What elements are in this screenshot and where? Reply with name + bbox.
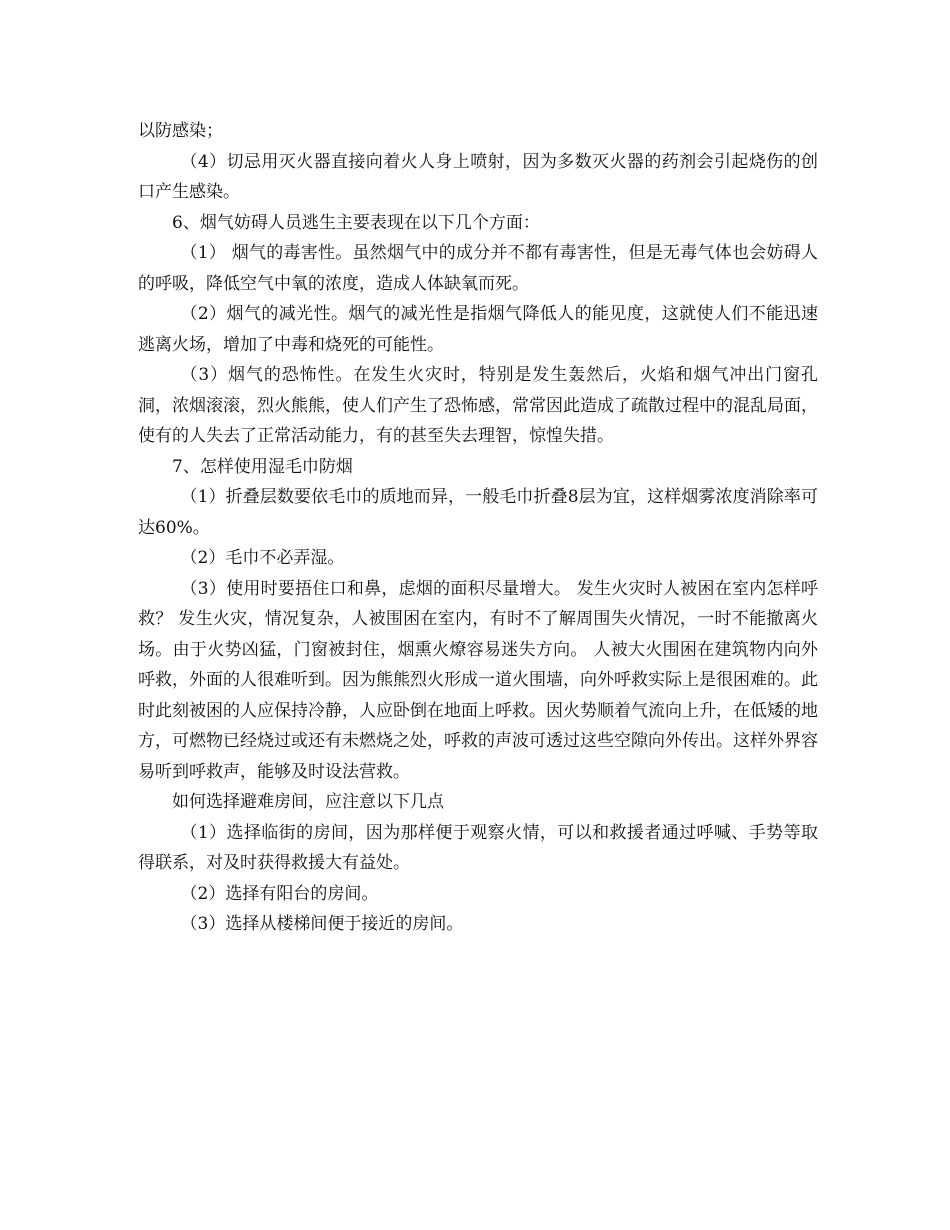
paragraph-balcony-room: （2）选择有阳台的房间。 <box>180 883 379 904</box>
paragraph-street-facing-room: （1）选择临街的房间，因为那样便于观察火情，可以和救援者通过呼喊、手势等取得联系，对及时获得救援大有益处。 <box>138 822 818 873</box>
paragraph-smoke-light-reduction: （2）烟气的减光性。烟气的减光性是指烟气降低人的能见度，这就使人们不能迅速逃离火场，增加了中毒和烧死的可能性。 <box>138 304 818 355</box>
paragraph-towel-folding: （1）折叠层数要依毛巾的质地而异，一般毛巾折叠8层为宜，这样烟雾浓度消除率可达60%。 <box>138 487 818 538</box>
section-heading-smoke-hazards: 6、烟气妨碍人员逃生主要表现在以下几个方面： <box>172 212 540 233</box>
paragraph-smoke-toxicity: （1） 烟气的毒害性。虽然烟气中的成分并不都有毒害性，但是无毒气体也会妨碍人的呼吸，降低空气中氧的浓度，造成人体缺氧而死。 <box>138 243 818 294</box>
document-body <box>138 116 818 940</box>
section-heading-wet-towel: 7、怎样使用湿毛巾防烟 <box>172 456 353 477</box>
paragraph-stairwell-room: （3）选择从楼梯间便于接近的房间。 <box>180 914 464 934</box>
paragraph-towel-wetting: （2）毛巾不必弄湿。 <box>180 548 345 568</box>
section-heading-refuge-room: 如何选择避难房间，应注意以下几点 <box>172 792 444 812</box>
paragraph-extinguisher-warning: （4）切忌用灭火器直接向着火人身上喷射，因为多数灭火器的药剂会引起烧伤的创口产生感染。 <box>138 151 818 202</box>
paragraph-calling-for-help: （3）使用时要捂住口和鼻，虑烟的面积尽量增大。 发生火灾时人被困在室内怎样呼救？ 发生火灾，情况复杂，人被围困在室内，有时不了解周围失火情况，一时不能撤离火场。由于火势凶猛，门窗被封住，烟熏火燎容易迷失方向。 人被大火围困在建筑物内向外呼救，外面的人很难听到。因为熊熊烈火形成一道火围墙，向外呼救实际上是很困难的。此时此刻被困的人应保持冷静，人应卧倒在地面上呼救。因火势顺着气流向上升，在低矮的地方，可燃物已经烧过或还有未燃烧之处，呼救的声波可透过这些空隙向外传出。这样外界容易听到呼救声，能够及时设法营救。 <box>138 578 818 782</box>
paragraph-smoke-fear: （3）烟气的恐怖性。在发生火灾时，特别是发生轰然后，火焰和烟气冲出门窗孔洞，浓烟滚滚，烈火熊熊，使人们产生了恐怖感，常常因此造成了疏散过程中的混乱局面，使有的人失去了正常活动能力，有的甚至失去理智，惊惶失措。 <box>138 365 818 446</box>
paragraph-infection-note: 以防感染； <box>138 121 223 141</box>
